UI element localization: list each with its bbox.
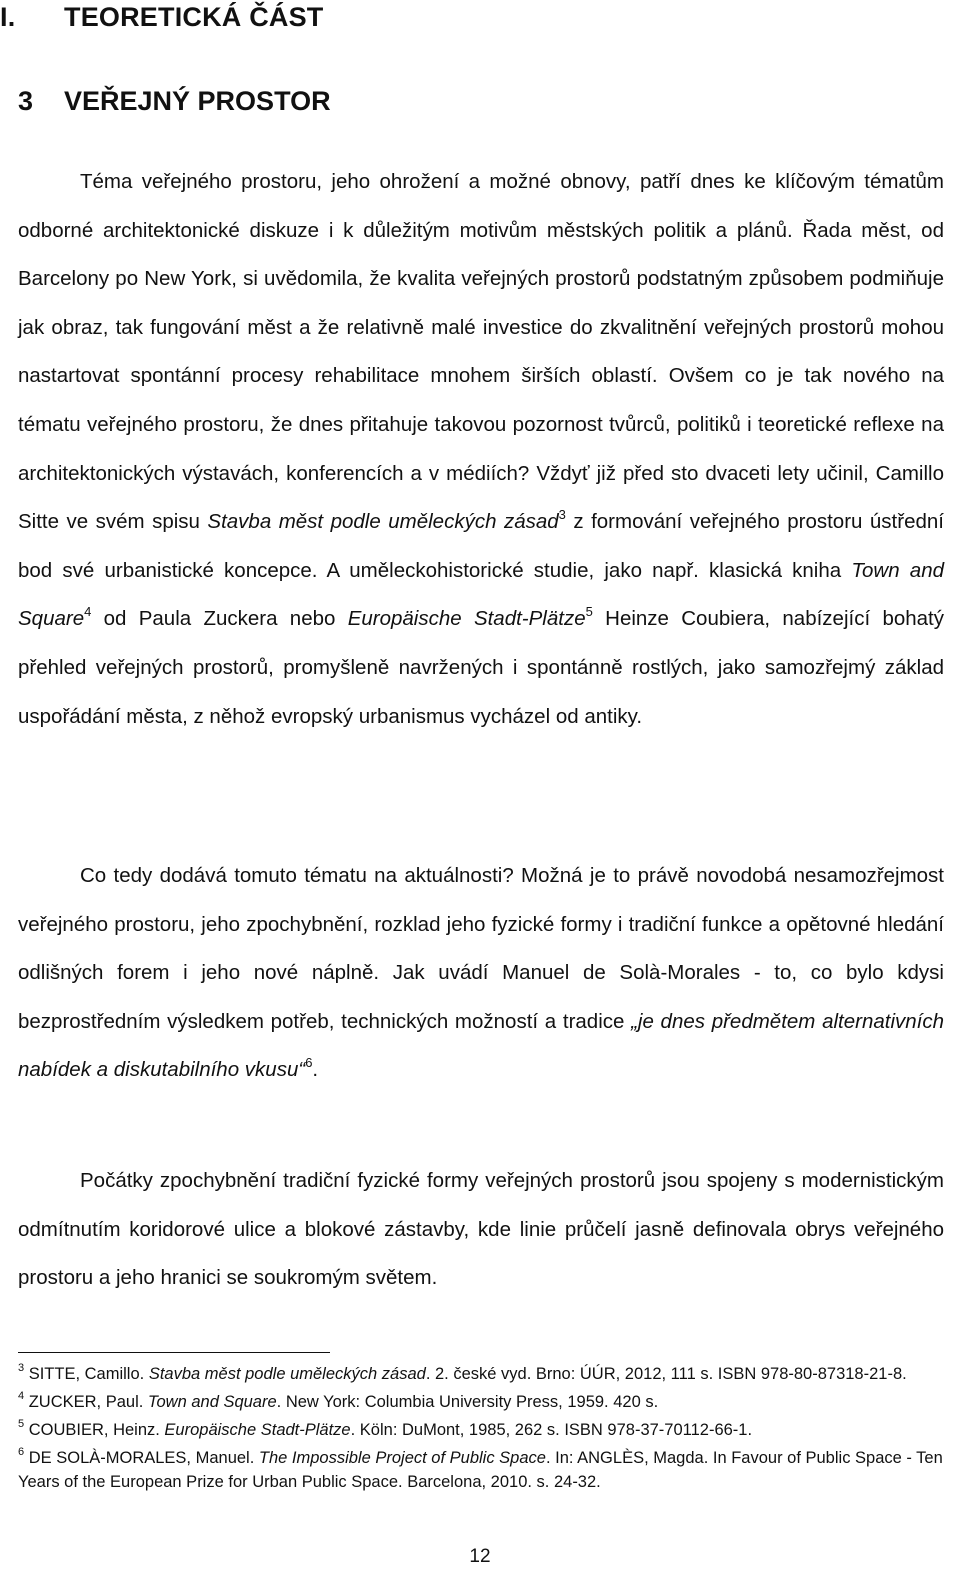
footnote-number: 5 <box>18 1418 25 1430</box>
text-run: z formování veřejného prostoru ústřední bod své urbanistické koncepce. A uměleckohistorické studie, jako např. klasická kniha <box>18 510 944 582</box>
paragraph-text <box>18 158 944 741</box>
footnote-ref[interactable]: 5 <box>585 604 593 620</box>
section-title: VEŘEJNÝ PROSTOR <box>64 86 331 116</box>
text-run: Co tedy dodává tomuto tématu na aktuálnosti? Možná je to právě novodobá nesamozřejmost veřejného prostoru, jeho zpochybnění, rozklad jeho fyzické formy i tradiční funkce a opětovné hledání odlišných forem i jeho nové náplně. Jak uvádí Manuel de Solà-Morales - to, co bylo kdysi bezprostředním výsledkem potřeb, technických možností a tradice <box>18 864 944 1033</box>
page-number: 12 <box>469 1546 491 1567</box>
text-run: COUBIER, Heinz. <box>28 1421 165 1439</box>
footnotes <box>18 1362 944 1498</box>
footnote-number: 6 <box>18 1446 25 1458</box>
paragraph-3 <box>18 1157 944 1303</box>
text-run: . <box>312 1058 319 1082</box>
footnote-number: 3 <box>18 1362 25 1374</box>
text-run: . Köln: DuMont, 1985, 262 s. ISBN 978-37-70112-66-1. <box>350 1421 753 1439</box>
italic-title: The Impossible Project of Public Space <box>258 1449 546 1467</box>
paragraph-1 <box>18 158 944 741</box>
footnote-6 <box>18 1446 944 1494</box>
chapter-number: I. <box>0 2 16 32</box>
footnote-5 <box>18 1418 944 1442</box>
footnote-ref[interactable]: 3 <box>558 507 566 523</box>
text-run: . In: ANGLÈS, Magda. In Favour of Public Space - Ten Years of the European Prize for Urban Public Space. Barcelona, 2010. s. 24-32. <box>18 1449 943 1491</box>
text-run: ZUCKER, Paul. <box>28 1393 148 1411</box>
text-run: od Paula Zuckera nebo <box>91 607 348 631</box>
text-run: . New York: Columbia University Press, 1959. 420 s. <box>276 1393 659 1411</box>
chapter-heading <box>0 2 324 33</box>
paragraph-2 <box>18 852 944 1095</box>
italic-title: Stavba měst podle uměleckých zásad <box>207 510 559 534</box>
italic-quote: „je dnes předmětem alternativních nabídek a diskutabilního vkusu“ <box>18 1009 944 1082</box>
paragraph-text: Počátky zpochybnění tradiční fyzické formy veřejných prostorů jsou spojeny s modernistickým odmítnutím koridorové ulice a blokové zástavby, kde linie průčelí jasně definovala obrys veřejného prostoru a jeho hranici se soukromým světem. <box>18 1169 944 1290</box>
footnote-ref[interactable]: 4 <box>84 604 92 620</box>
footnote-ref[interactable]: 6 <box>305 1055 313 1071</box>
italic-title: Stavba měst podle uměleckých zásad <box>148 1365 426 1383</box>
text-run: Heinze Coubiera, nabízející bohatý přehled veřejných prostorů, promyšleně navržených i spontánně rostlých, jako samozřejmý základ uspořádání města, z něhož evropský urbanismus vycházel od antiky. <box>18 607 944 728</box>
section-heading <box>18 86 331 117</box>
italic-title: Europäische Stadt-Plätze <box>347 607 586 631</box>
footnote-3 <box>18 1362 944 1386</box>
paragraph-text <box>18 852 944 1095</box>
chapter-title: TEORETICKÁ ČÁST <box>64 2 324 32</box>
italic-title: Town and Square <box>147 1393 277 1411</box>
italic-title: Town and Square <box>18 558 944 631</box>
text-run: Téma veřejného prostoru, jeho ohrožení a možné obnovy, patří dnes ke klíčovým tématům odborné architektonické diskuze i k důležitým motivům městských politik a plánů. Řada měst, od Barcelony po New York, si uvědomila, že kvalita veřejných prostorů podstatným způsobem podmiňuje jak obraz, tak fungování měst a že relativně malé investice do zkvalitnění veřejných prostorů mohou nastartovat spontánní procesy rehabilitace mnohem širších oblastí. Ovšem co je tak nového na tématu veřejného prostoru, že dnes přitahuje takovou pozornost tvůrců, politiků i teoretické reflexe na architektonických výstavách, konferencích a v médiích? Vždyť již před sto dvaceti lety učinil, Camillo Sitte ve svém spisu <box>18 170 944 534</box>
text-run: SITTE, Camillo. <box>28 1365 149 1383</box>
section-number: 3 <box>18 86 34 116</box>
footnote-4 <box>18 1390 944 1414</box>
text-run: . 2. české vyd. Brno: ÚÚR, 2012, 111 s. ISBN 978-80-87318-21-8. <box>425 1365 907 1383</box>
footnote-divider <box>18 1352 330 1353</box>
italic-title: Europäische Stadt-Plätze <box>164 1421 351 1439</box>
footnote-number: 4 <box>18 1390 25 1402</box>
text-run: DE SOLÀ-MORALES, Manuel. <box>28 1449 259 1467</box>
